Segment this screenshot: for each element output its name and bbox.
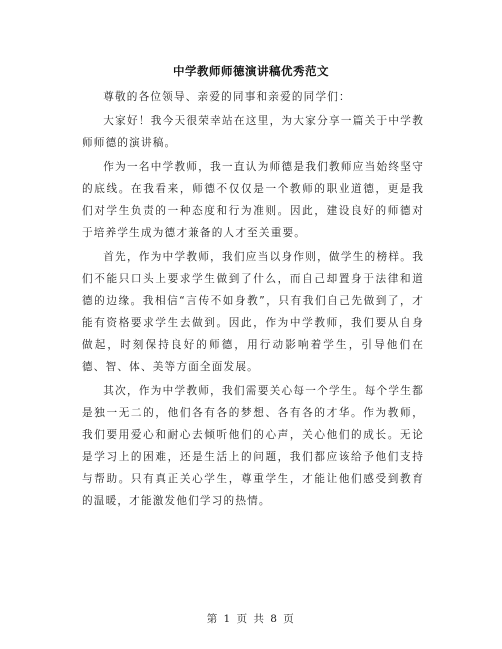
page-number-footer: 第 1 页 共 8 页: [206, 613, 296, 625]
document-body: [82, 86, 424, 514]
salutation-paragraph: 尊敬的各位领导、亲爱的同事和亲爱的同学们：: [103, 91, 351, 103]
body-paragraph: 其次，作为中学教师，我们需要关心每一个学生。每个学生都是独一无二的，他们各有各的梦想、各有各的才华。作为教师，我们要用爱心和耐心去倾听他们的心声，关心他们的成长。无论是学习上的困难，还是生活上的问题，我们都应该给予他们支持与帮助。只有真正关心学生，尊重学生，才能让他们感受到教育的温暖，才能激发他们学习的热情。: [82, 385, 424, 507]
body-paragraph: 作为一名中学教师，我一直认为师德是我们教师应当始终坚守的底线。在我看来，师德不仅仅是一个教师的职业道德，更是我们对学生负责的一种态度和行为准则。因此，建设良好的师德对于培养学生成为德才兼备的人才至关重要。: [82, 161, 424, 239]
document-title: 中学教师师德演讲稿优秀范文: [173, 64, 329, 78]
body-paragraph: 首先，作为中学教师，我们应当以身作则，做学生的榜样。我们不能只口头上要求学生做到了什么，而自己却置身于法律和道德的边缘。我相信“言传不如身教”，只有我们自己先做到了，才能有资格要求学生去做到。因此，作为中学教师，我们要从自身做起，时刻保持良好的师德，用行动影响着学生，引导他们在德、智、体、美等方面全面发展。: [82, 251, 424, 373]
body-paragraph: 大家好！我今天很荣幸站在这里，为大家分享一篇关于中学教师师德的演讲稿。: [82, 115, 424, 149]
